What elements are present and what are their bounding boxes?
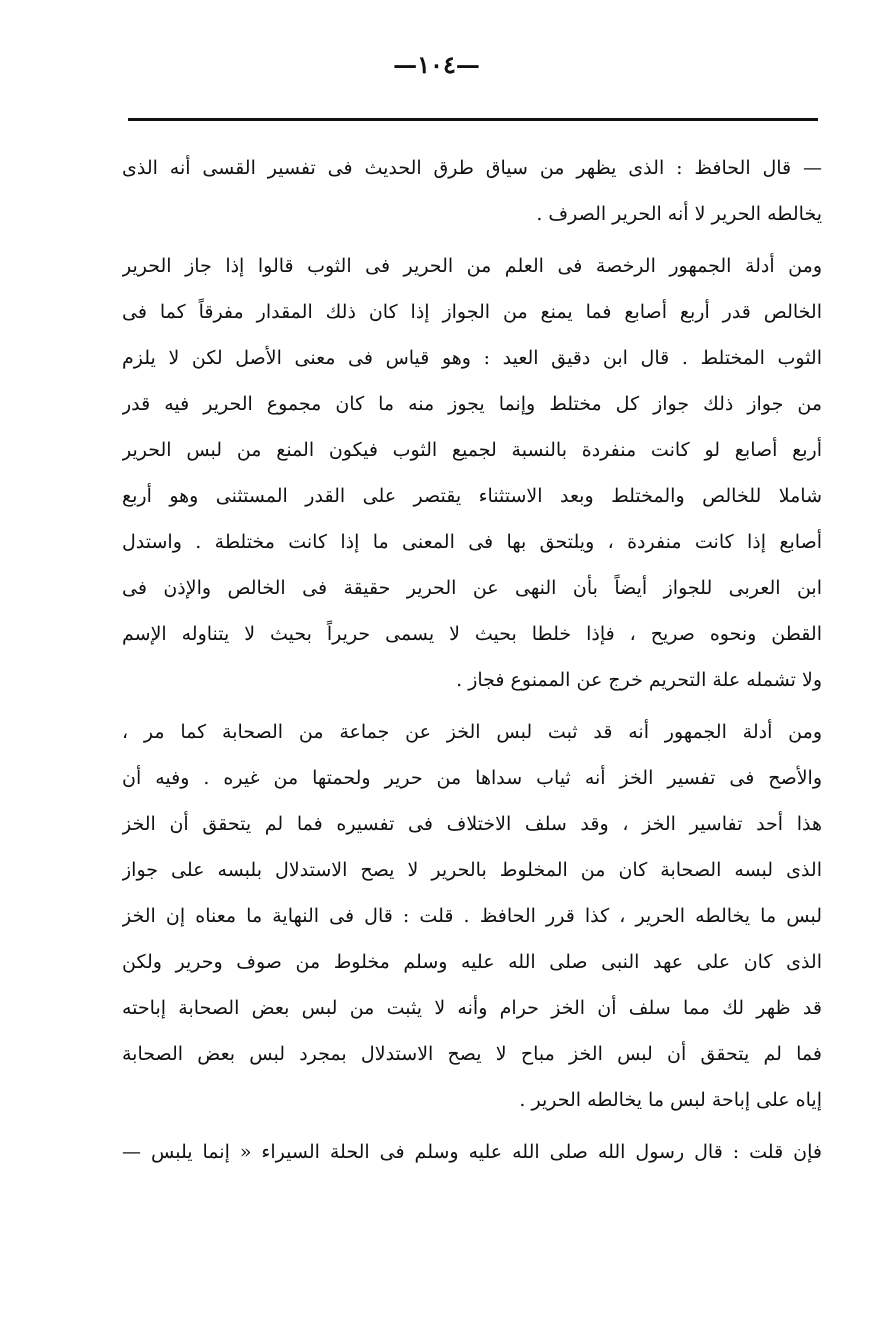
text-line: أربع أصابع لو كانت منفردة بالنسبة لجميع الثوب فيكون المنع من لبس الحرير: [122, 439, 822, 461]
paragraph: [122, 709, 822, 1123]
text-line: والأصح فى تفسير الخز أنه ثياب سداها من حرير ولحمتها من غيره . وفيه أن: [122, 767, 822, 789]
text-line: ولا تشمله علة التحريم خرج عن الممنوع فجاز .: [456, 669, 822, 691]
text-line: الذى كان على عهد النبى صلى الله عليه وسلم مخلوط من صوف وحرير ولكن: [122, 951, 822, 973]
text-line: هذا أحد تفاسير الخز ، وقد سلف الاختلاف فى تفسيره فما لم يتحقق أن الخز: [122, 813, 822, 835]
text-line: الثوب المختلط . قال ابن دقيق العيد : وهو قياس فى معنى الأصل لكن لا يلزم: [122, 347, 822, 369]
text-line: ابن العربى للجواز أيضاً بأن النهى عن الحرير حقيقة فى الخالص والإذن فى: [122, 577, 822, 599]
body-text: [122, 145, 822, 1175]
text-line: — قال الحافظ : الذى يظهر من سياق طرق الحديث فى تفسير القسى أنه الذى: [122, 157, 822, 179]
text-line: شاملا للخالص والمختلط وبعد الاستثناء يقتصر على القدر المستثنى وهو أربع: [122, 485, 822, 507]
paragraph: [122, 1129, 822, 1175]
text-line: الذى لبسه الصحابة كان من المخلوط بالحرير لا يصح الاستدلال بلبسه على جواز: [122, 859, 822, 881]
text-line: إياه على إباحة لبس ما يخالطه الحرير .: [519, 1089, 822, 1111]
text-line: ومن أدلة الجمهور أنه قد ثبت لبس الخز عن جماعة من الصحابة كما مر ،: [122, 721, 822, 743]
text-line: قد ظهر لك مما سلف أن الخز حرام وأنه لا يثبت من لبس بعض الصحابة إباحته: [122, 997, 822, 1019]
text-line: فما لم يتحقق أن لبس الخز مباح لا يصح الاستدلال بمجرد لبس بعض الصحابة: [122, 1043, 822, 1065]
text-line: أصابع إذا كانت منفردة ، ويلتحق بها فى المعنى ما إذا كانت مختلطة . واستدل: [122, 531, 822, 553]
text-line: فإن قلت : قال رسول الله صلى الله عليه وسلم فى الحلة السيراء « إنما يلبس —: [122, 1141, 822, 1163]
text-line: القطن ونحوه صريح ، فإذا خلطا بحيث لا يسمى حريراً بحيث لا يتناوله الإسم: [122, 623, 822, 645]
text-line: ومن أدلة الجمهور الرخصة فى العلم من الحرير فى الثوب قالوا إذا جاز الحرير: [122, 255, 822, 277]
paragraph: [122, 145, 822, 237]
header-rule: [128, 118, 818, 121]
paragraph: [122, 243, 822, 703]
text-line: يخالطه الحرير لا أنه الحرير الصرف .: [536, 203, 822, 225]
page-number: —١٠٤—: [393, 50, 480, 79]
text-line: لبس ما يخالطه الحرير ، كذا قرر الحافظ . قلت : قال فى النهاية ما معناه إن الخز: [122, 905, 822, 927]
text-line: من جواز ذلك جواز كل مختلط وإنما يجوز منه ما كان مجموع الحرير فيه قدر: [122, 393, 822, 415]
text-line: الخالص قدر أربع أصابع فما يمنع من الجواز إذا كان ذلك المقدار مفرقاً كما فى: [122, 301, 822, 323]
